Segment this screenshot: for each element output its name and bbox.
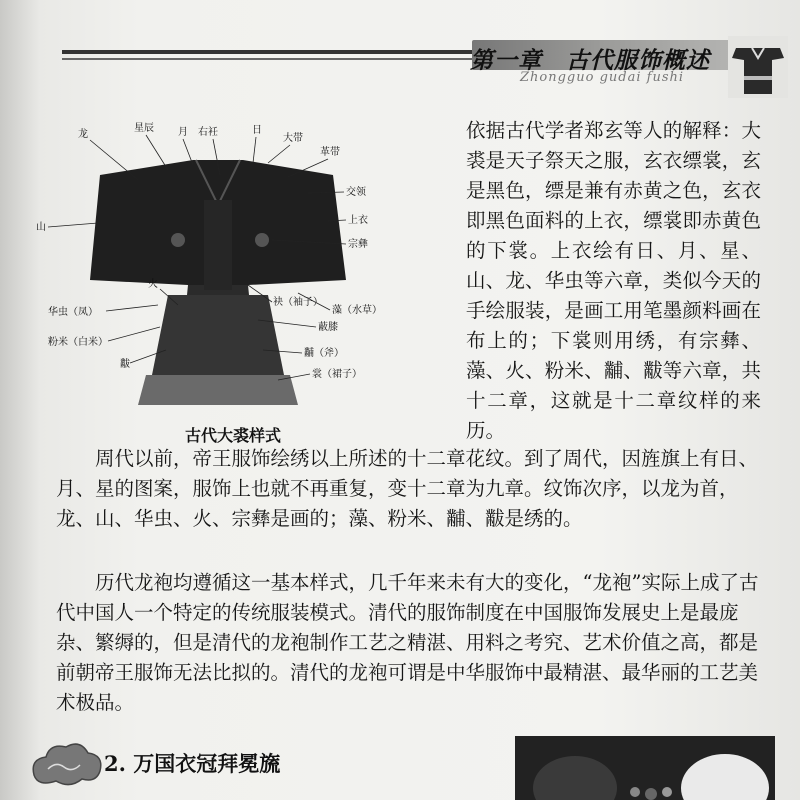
label-ri: 日 — [252, 125, 262, 136]
label-shangyi: 上衣 — [348, 215, 368, 226]
chapter-pinyin: Zhongguo gudai fushi — [520, 70, 685, 85]
chapter-title: 第一章 古代服饰概述 — [470, 48, 710, 74]
label-mei: 袂（袖子） — [273, 297, 323, 308]
header-rule-thin — [62, 58, 472, 60]
label-yue: 月 — [178, 127, 188, 138]
label-dadai: 大带 — [283, 133, 303, 144]
label-xingchen: 星辰 — [134, 123, 154, 134]
label-fenmi: 粉米（白米） — [48, 337, 108, 348]
crown-photo — [515, 736, 775, 800]
label-zongyi: 宗彝 — [348, 239, 368, 250]
label-fu: 黼（斧） — [304, 348, 344, 359]
label-huachong: 华虫（凤） — [48, 307, 98, 318]
paragraph-1: 依据古代学者郑玄等人的解释：大裘是天子祭天之服，玄衣缥裳，玄是黑色，缥是兼有赤黄之色，玄衣即黑色面料的上衣，缥裳即赤黄色的下裳。上衣绘有日、月、星、山、龙、华虫等六章，类似今天的手绘服装，是画工用笔墨颜料画在布上的；下裳则用绣，有宗彝、藻、火、粉米、黼、黻等六章，共十二章，这就是十二章纹样的来历。 — [466, 119, 761, 442]
label-gedai: 革带 — [320, 147, 340, 158]
label-bixi: 蔽膝 — [318, 322, 338, 333]
label-chang: 裳（裙子） — [312, 369, 362, 380]
label-long: 龙 — [78, 129, 88, 140]
robe-diagram — [28, 105, 448, 425]
label-jiaoling: 交领 — [346, 187, 366, 198]
label-huo: 火 — [148, 279, 158, 290]
label-youren: 右衽 — [198, 127, 218, 138]
label-fu2: 黻 — [120, 359, 130, 370]
label-zao: 藻（水草） — [332, 305, 382, 316]
header-rule — [62, 50, 472, 54]
paragraph-2: 周代以前，帝王服饰绘绣以上所述的十二章花纹。到了周代，因旌旗上有日、月、星的图案，服饰上也就不再重复，变十二章为九章。纹饰次序，以龙为首，龙、山、华虫、火、宗彝是画的；藻、粉米、黼、黻是绣的。 — [56, 447, 759, 530]
paragraph-3: 历代龙袍均遵循这一基本样式，几千年来未有大的变化，“龙袍”实际上成了古代中国人一个特定的传统服装模式。清代的服饰制度在中国服饰发展史上是最庞杂、繁缛的，但是清代的龙袍制作工艺之精湛、用料之考究、艺术价值之高，都是前朝帝王服饰无法比拟的。清代的龙袍可谓是中华服饰中最精湛、最华丽的工艺美术极品。 — [56, 571, 759, 714]
label-shan: 山 — [36, 222, 46, 233]
cloud-ornament-icon — [26, 735, 106, 790]
robe-icon — [728, 36, 788, 98]
figure-caption: 古代大裘样式 — [185, 426, 282, 445]
section-heading: 2. 万国衣冠拜冕旒 — [104, 751, 281, 776]
